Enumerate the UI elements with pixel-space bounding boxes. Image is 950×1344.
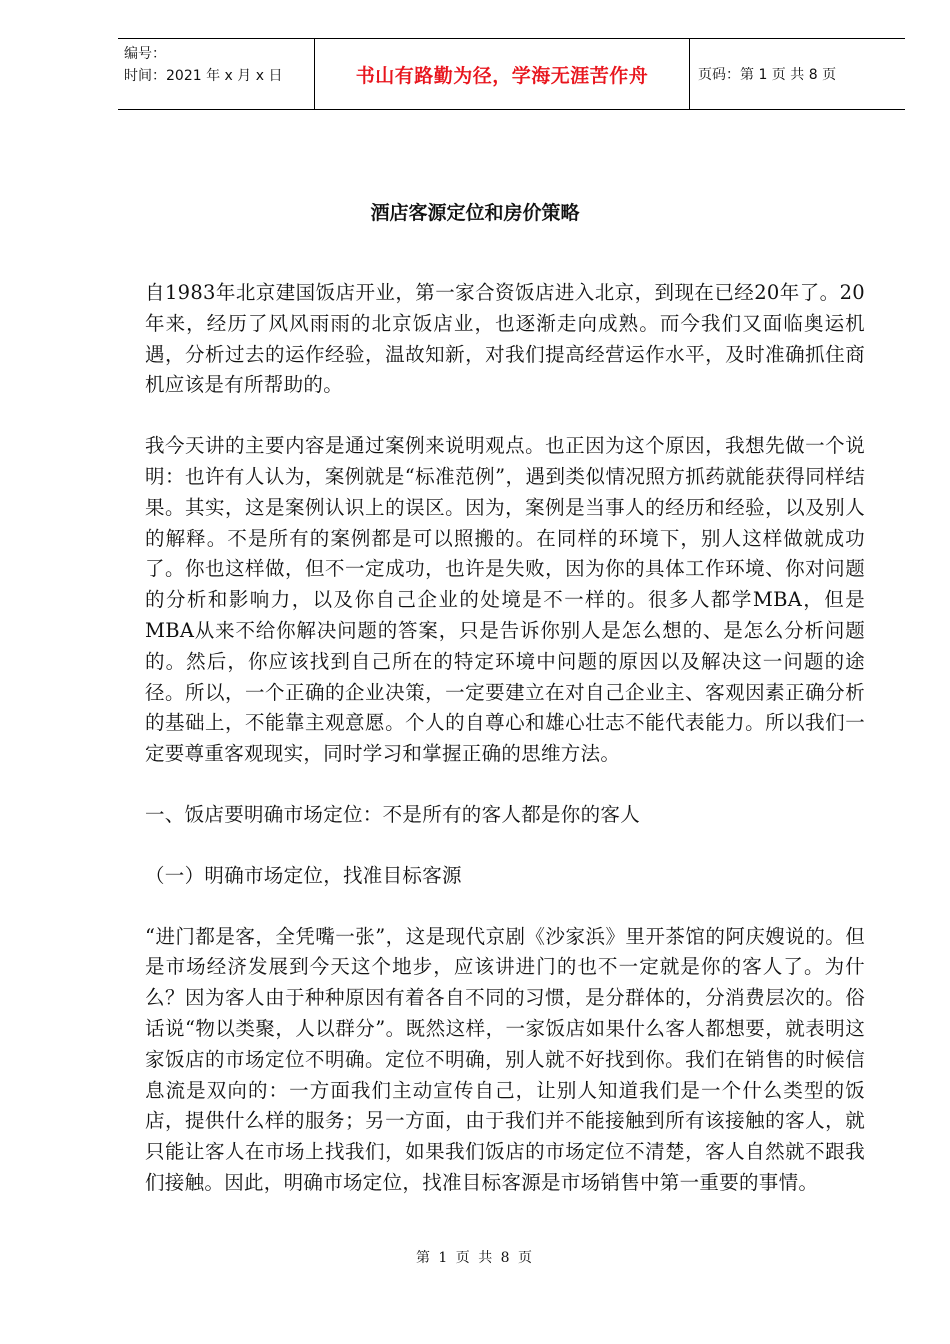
header-page-cell — [690, 39, 905, 109]
header-motto-cell — [315, 39, 690, 109]
subsection-heading: （一）明确市场定位，找准目标客源 — [145, 863, 462, 887]
document-title: 酒店客源定位和房价策略 — [370, 202, 580, 224]
page-info: 页码：第 1 页 共 8 页 — [698, 67, 837, 83]
paragraph: 我今天讲的主要内容是通过案例来说明观点。也正因为这个原因，我想先做一个说明：也许有人认为，案例就是“标准范例”，遇到类似情况照方抓药就能获得同样结果。其实，这是案例认识上的误区。因为，案例是当事人的经历和经验，以及别人的解释。不是所有的案例都是可以照搬的。在同样的环境下，别人这样做就成功了。你也这样做，但不一定成功，也许是失败，因为你的具体工作环境、你对问题的分析和影响力，以及你自己企业的处境是不一样的。很多人都学MBA，但是MBA从来不给你解决问题的答案，只是告诉你别人是怎么想的、是怎么分析问题的。然后，你应该找到自己所在的特定环境中问题的原因以及解决这一问题的途径。所以，一个正确的企业决策，一定要建立在对自己企业主、客观因素正确分析的基础上，不能靠主观意愿。个人的自尊心和雄心壮志不能代表能力。所以我们一定要尊重客观现实，同时学习和掌握正确的思维方法。 — [145, 434, 865, 766]
date-label: 时间：2021 年 x 月 x 日 — [124, 68, 283, 84]
motto-text: 书山有路勤为径，学海无涯苦作舟 — [355, 64, 649, 87]
paragraph: 自1983年北京建国饭店开业，第一家合资饭店进入北京，到现在已经20年了。20年来，经历了风风雨雨的北京饭店业，也逐渐走向成熟。而今我们又面临奥运机遇，分析过去的运作经验，温故知新，对我们提高经营运作水平，及时准确抓住商机应该是有所帮助的。 — [145, 281, 865, 397]
page-footer: 第 1 页 共 8 页 — [415, 1250, 535, 1266]
paragraph: “进门都是客，全凭嘴一张”，这是现代京剧《沙家浜》里开茶馆的阿庆嫂说的。但是市场经济发展到今天这个地步，应该讲进门的也不一定就是你的客人了。为什么？因为客人由于种种原因有着各自不同的习惯，是分群体的，分消费层次的。俗话说“物以类聚，人以群分”。既然这样，一家饭店如果什么客人都想要，就表明这家饭店的市场定位不明确。定位不明确，别人就不好找到你。我们在销售的时候信息流是双向的：一方面我们主动宣传自己，让别人知道我们是一个什么类型的饭店，提供什么样的服务；另一方面，由于我们并不能接触到所有该接触的客人，就只能让客人在市场上找我们，如果我们饭店的市场定位不清楚，客人自然就不跟我们接触。因此，明确市场定位，找准目标客源是市场销售中第一重要的事情。 — [145, 924, 865, 1194]
number-label: 编号： — [124, 46, 166, 62]
section-heading: 一、饭店要明确市场定位：不是所有的客人都是你的客人 — [145, 802, 641, 826]
document-header — [118, 38, 905, 110]
header-meta-cell — [118, 39, 315, 109]
document-body — [145, 278, 865, 1229]
